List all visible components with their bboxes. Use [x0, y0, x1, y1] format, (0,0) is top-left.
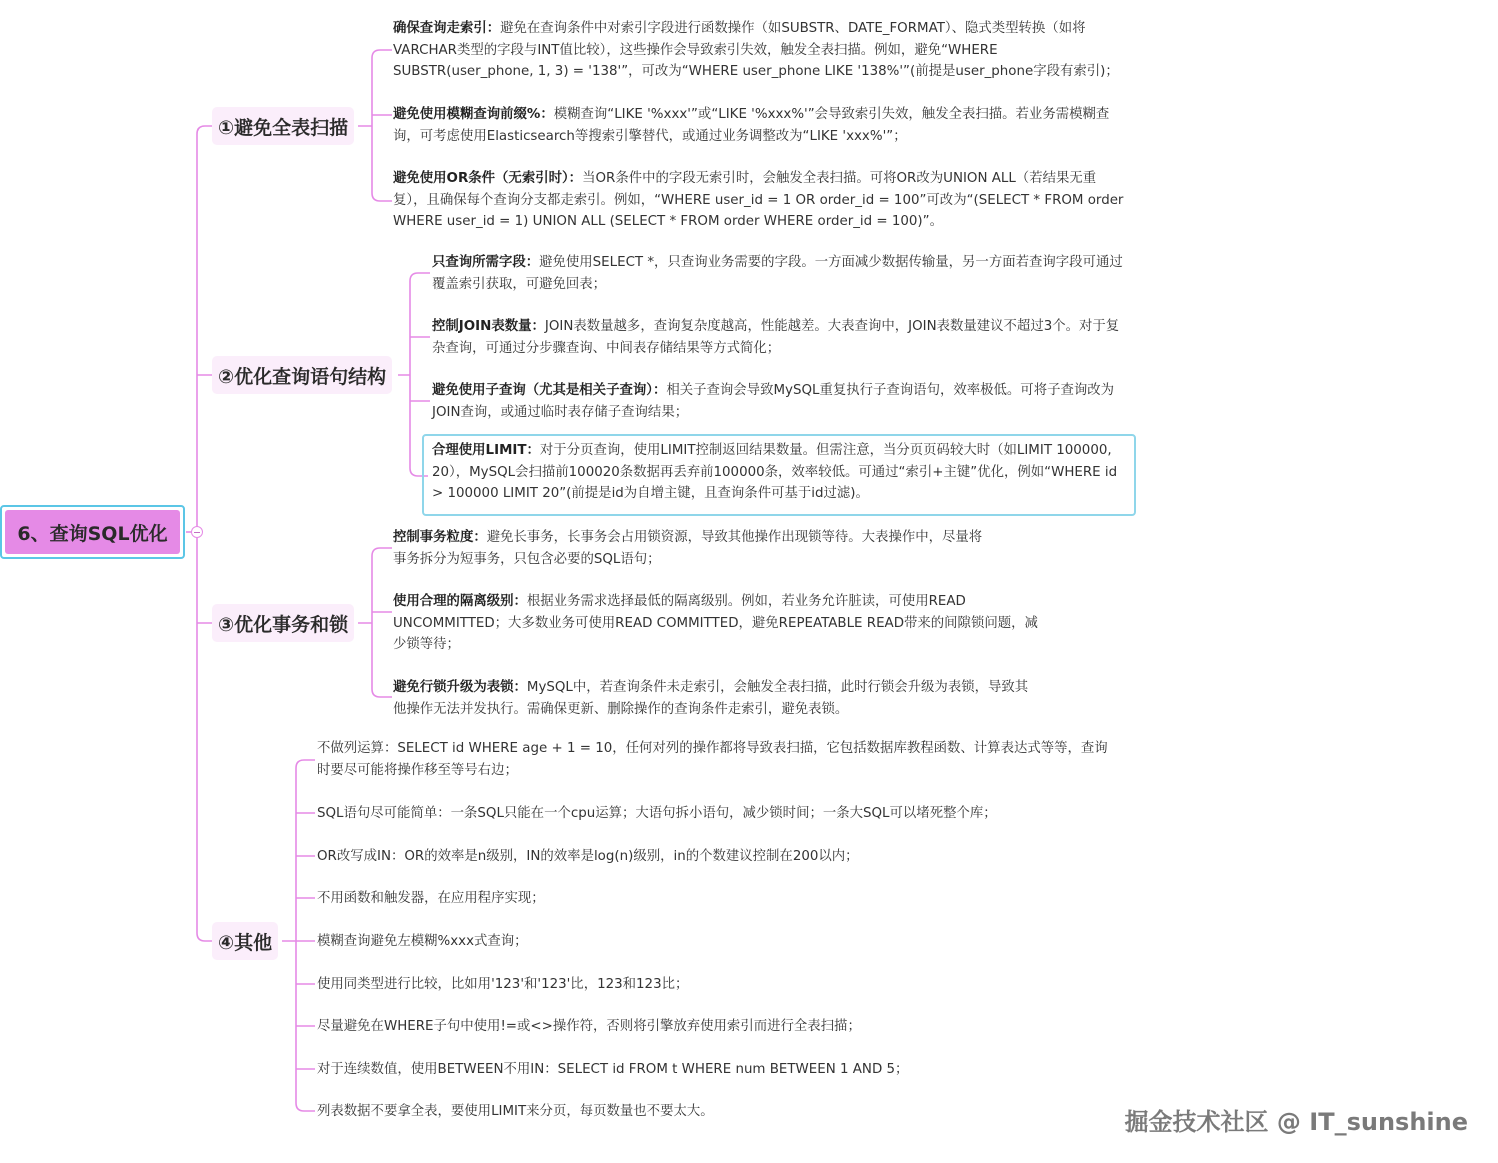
branch4-connector: [282, 760, 315, 1111]
leaf-item[interactable]: [432, 316, 1127, 359]
leaf-text: MySQL中，若查询条件未走索引，会触发全表扫描，此时行锁会升级为表锁，导致其他操作无法并发执行。需确保更新、删除操作的查询条件走索引，避免表锁。: [393, 680, 1029, 717]
leaf-item[interactable]: [317, 1059, 1112, 1081]
watermark: 掘金技术社区 @ IT_sunshine: [1124, 1108, 1468, 1136]
leaf-title: 避免使用OR条件（无索引时）：: [393, 171, 583, 186]
leaf-item[interactable]: [393, 527, 993, 570]
leaf-item[interactable]: [317, 1016, 1112, 1038]
leaf-text: 相关子查询会导致MySQL重复执行子查询语句，效率极低。可将子查询改为JOIN查询，或通过临时表存储子查询结果；: [432, 383, 1115, 420]
branch-label: ④其他: [218, 931, 273, 954]
leaf-item[interactable]: [317, 888, 1112, 910]
leaf-title: 避免使用模糊查询前缀%：: [393, 107, 554, 122]
leaf-item[interactable]: [317, 846, 1112, 868]
leaf-text: JOIN表数量越多，查询复杂度越高，性能越差。大表查询中，JOIN表数量建议不超过3个。对于复杂查询，可通过分步骤查询、中间表存储结果等方式简化；: [432, 319, 1120, 356]
leaf-item[interactable]: [317, 738, 1112, 781]
leaf-title: 控制JOIN表数量：: [432, 319, 545, 334]
collapse-toggle-icon[interactable]: [191, 526, 203, 538]
leaf-item[interactable]: [393, 18, 1128, 83]
leaf-text: 列表数据不要拿全表，要使用LIMIT来分页，每页数量也不要太大。: [317, 1104, 714, 1119]
branch-label: ①避免全表扫描: [218, 116, 349, 139]
leaf-title: 避免行锁升级为表锁：: [393, 680, 527, 695]
leaf-text: 避免在查询条件中对索引字段进行函数操作（如SUBSTR、DATE_FORMAT）、隐式类型转换（如将VARCHAR类型的字段与INT值比较），这些操作会导致索引失效，触发全表扫描。例如，避免“WHERE SUBSTR(user_phone, 1, 3) = '138'”，可改为“WHERE user_phone LIKE '138%'”(前提是user_phone字段有索引)；: [393, 21, 1119, 79]
leaf-text: 不用函数和触发器，在应用程序实现；: [317, 891, 545, 906]
branch-optimize-query-structure[interactable]: [212, 356, 392, 394]
leaf-text: 模糊查询“LIKE '%xxx'”或“LIKE '%xxx%'”会导致索引失效，触发全表扫描。若业务需模糊查询，可考虑使用Elasticsearch等搜索引擎替代，或通过业务调整改为“LIKE 'xxx%'”；: [393, 107, 1110, 144]
leaf-item[interactable]: [393, 591, 1043, 656]
branch1-connector: [358, 50, 392, 201]
leaf-item[interactable]: [317, 931, 1112, 953]
branch-avoid-full-scan[interactable]: [212, 107, 354, 145]
branch3-connector: [358, 548, 392, 697]
leaf-title: 确保查询走索引：: [393, 21, 501, 36]
leaf-text: SQL语句尽可能简单：一条SQL只能在一个cpu运算；大语句拆小语句，减少锁时间；一条大SQL可以堵死整个库；: [317, 806, 997, 821]
leaf-item[interactable]: [393, 677, 1033, 720]
branch-optimize-transactions-locks[interactable]: [212, 604, 354, 642]
leaf-text: 当OR条件中的字段无索引时，会触发全表扫描。可将OR改为UNION ALL（若结果无重复），且确保每个查询分支都走索引。例如，“WHERE user_id = 1 OR order_id = 100”可改为“(SELECT * FROM order WHERE user_id = 1) UNION ALL (SELECT * FROM order WHERE order_id = 100)”。: [393, 171, 1124, 229]
root-node-label: 6、查询SQL优化: [5, 510, 180, 554]
branch-label: ②优化查询语句结构: [218, 365, 387, 388]
leaf-item-selected[interactable]: [422, 434, 1136, 516]
branch-label: ③优化事务和锁: [218, 613, 349, 636]
leaf-title: 控制事务粒度：: [393, 530, 487, 545]
root-node[interactable]: [0, 505, 185, 559]
leaf-item[interactable]: [317, 974, 1112, 996]
leaf-text: 尽量避免在WHERE子句中使用!=或<>操作符，否则将引擎放弃使用索引而进行全表扫描；: [317, 1019, 861, 1034]
leaf-item[interactable]: [432, 252, 1127, 295]
leaf-text: 使用同类型进行比较，比如用'123'和'123'比，123和123比；: [317, 977, 689, 992]
leaf-item[interactable]: [317, 803, 1112, 825]
leaf-title: 合理使用LIMIT：: [432, 443, 540, 458]
leaf-text: 模糊查询避免左模糊%xxx式查询；: [317, 934, 528, 949]
leaf-item[interactable]: [393, 168, 1128, 233]
leaf-item[interactable]: [393, 104, 1128, 147]
leaf-text: 避免使用SELECT *，只查询业务需要的字段。一方面减少数据传输量，另一方面若查询字段可通过覆盖索引获取，可避免回表；: [432, 255, 1123, 292]
branch-others[interactable]: [212, 922, 278, 960]
leaf-title: 只查询所需字段：: [432, 255, 540, 270]
leaf-text: 对于分页查询，使用LIMIT控制返回结果数量。但需注意，当分页页码较大时（如LIMIT 100000, 20），MySQL会扫描前100020条数据再丢弃前100000条，效率较低。可通过“索引+主键”优化，例如“WHERE id > 100000 LIMIT 20”(前提是id为自增主键，且查询条件可基于id过滤)。: [432, 443, 1118, 501]
leaf-item[interactable]: [432, 380, 1127, 423]
leaf-text: 根据业务需求选择最低的隔离级别。例如，若业务允许脏读，可使用READ UNCOMMITTED；大多数业务可使用READ COMMITTED，避免REPEATABLE READ带来的间隙锁问题，减少锁等待；: [393, 594, 1038, 652]
leaf-text: 对于连续数值，使用BETWEEN不用IN：SELECT id FROM t WHERE num BETWEEN 1 AND 5；: [317, 1062, 909, 1077]
leaf-text: 不做列运算：SELECT id WHERE age + 1 = 10，任何对列的操作都将导致表扫描，它包括数据库教程函数、计算表达式等等，查询时要尽可能将操作移至等号右边；: [317, 741, 1108, 778]
leaf-title: 避免使用子查询（尤其是相关子查询）：: [432, 383, 667, 398]
leaf-text: 避免长事务，长事务会占用锁资源，导致其他操作出现锁等待。大表操作中，尽量将事务拆分为短事务，只包含必要的SQL语句；: [393, 530, 983, 567]
leaf-title: 使用合理的隔离级别：: [393, 594, 527, 609]
leaf-text: OR改写成IN：OR的效率是n级别，IN的效率是log(n)级别，in的个数建议控制在200以内；: [317, 849, 859, 864]
leaf-item[interactable]: [317, 1101, 1112, 1123]
